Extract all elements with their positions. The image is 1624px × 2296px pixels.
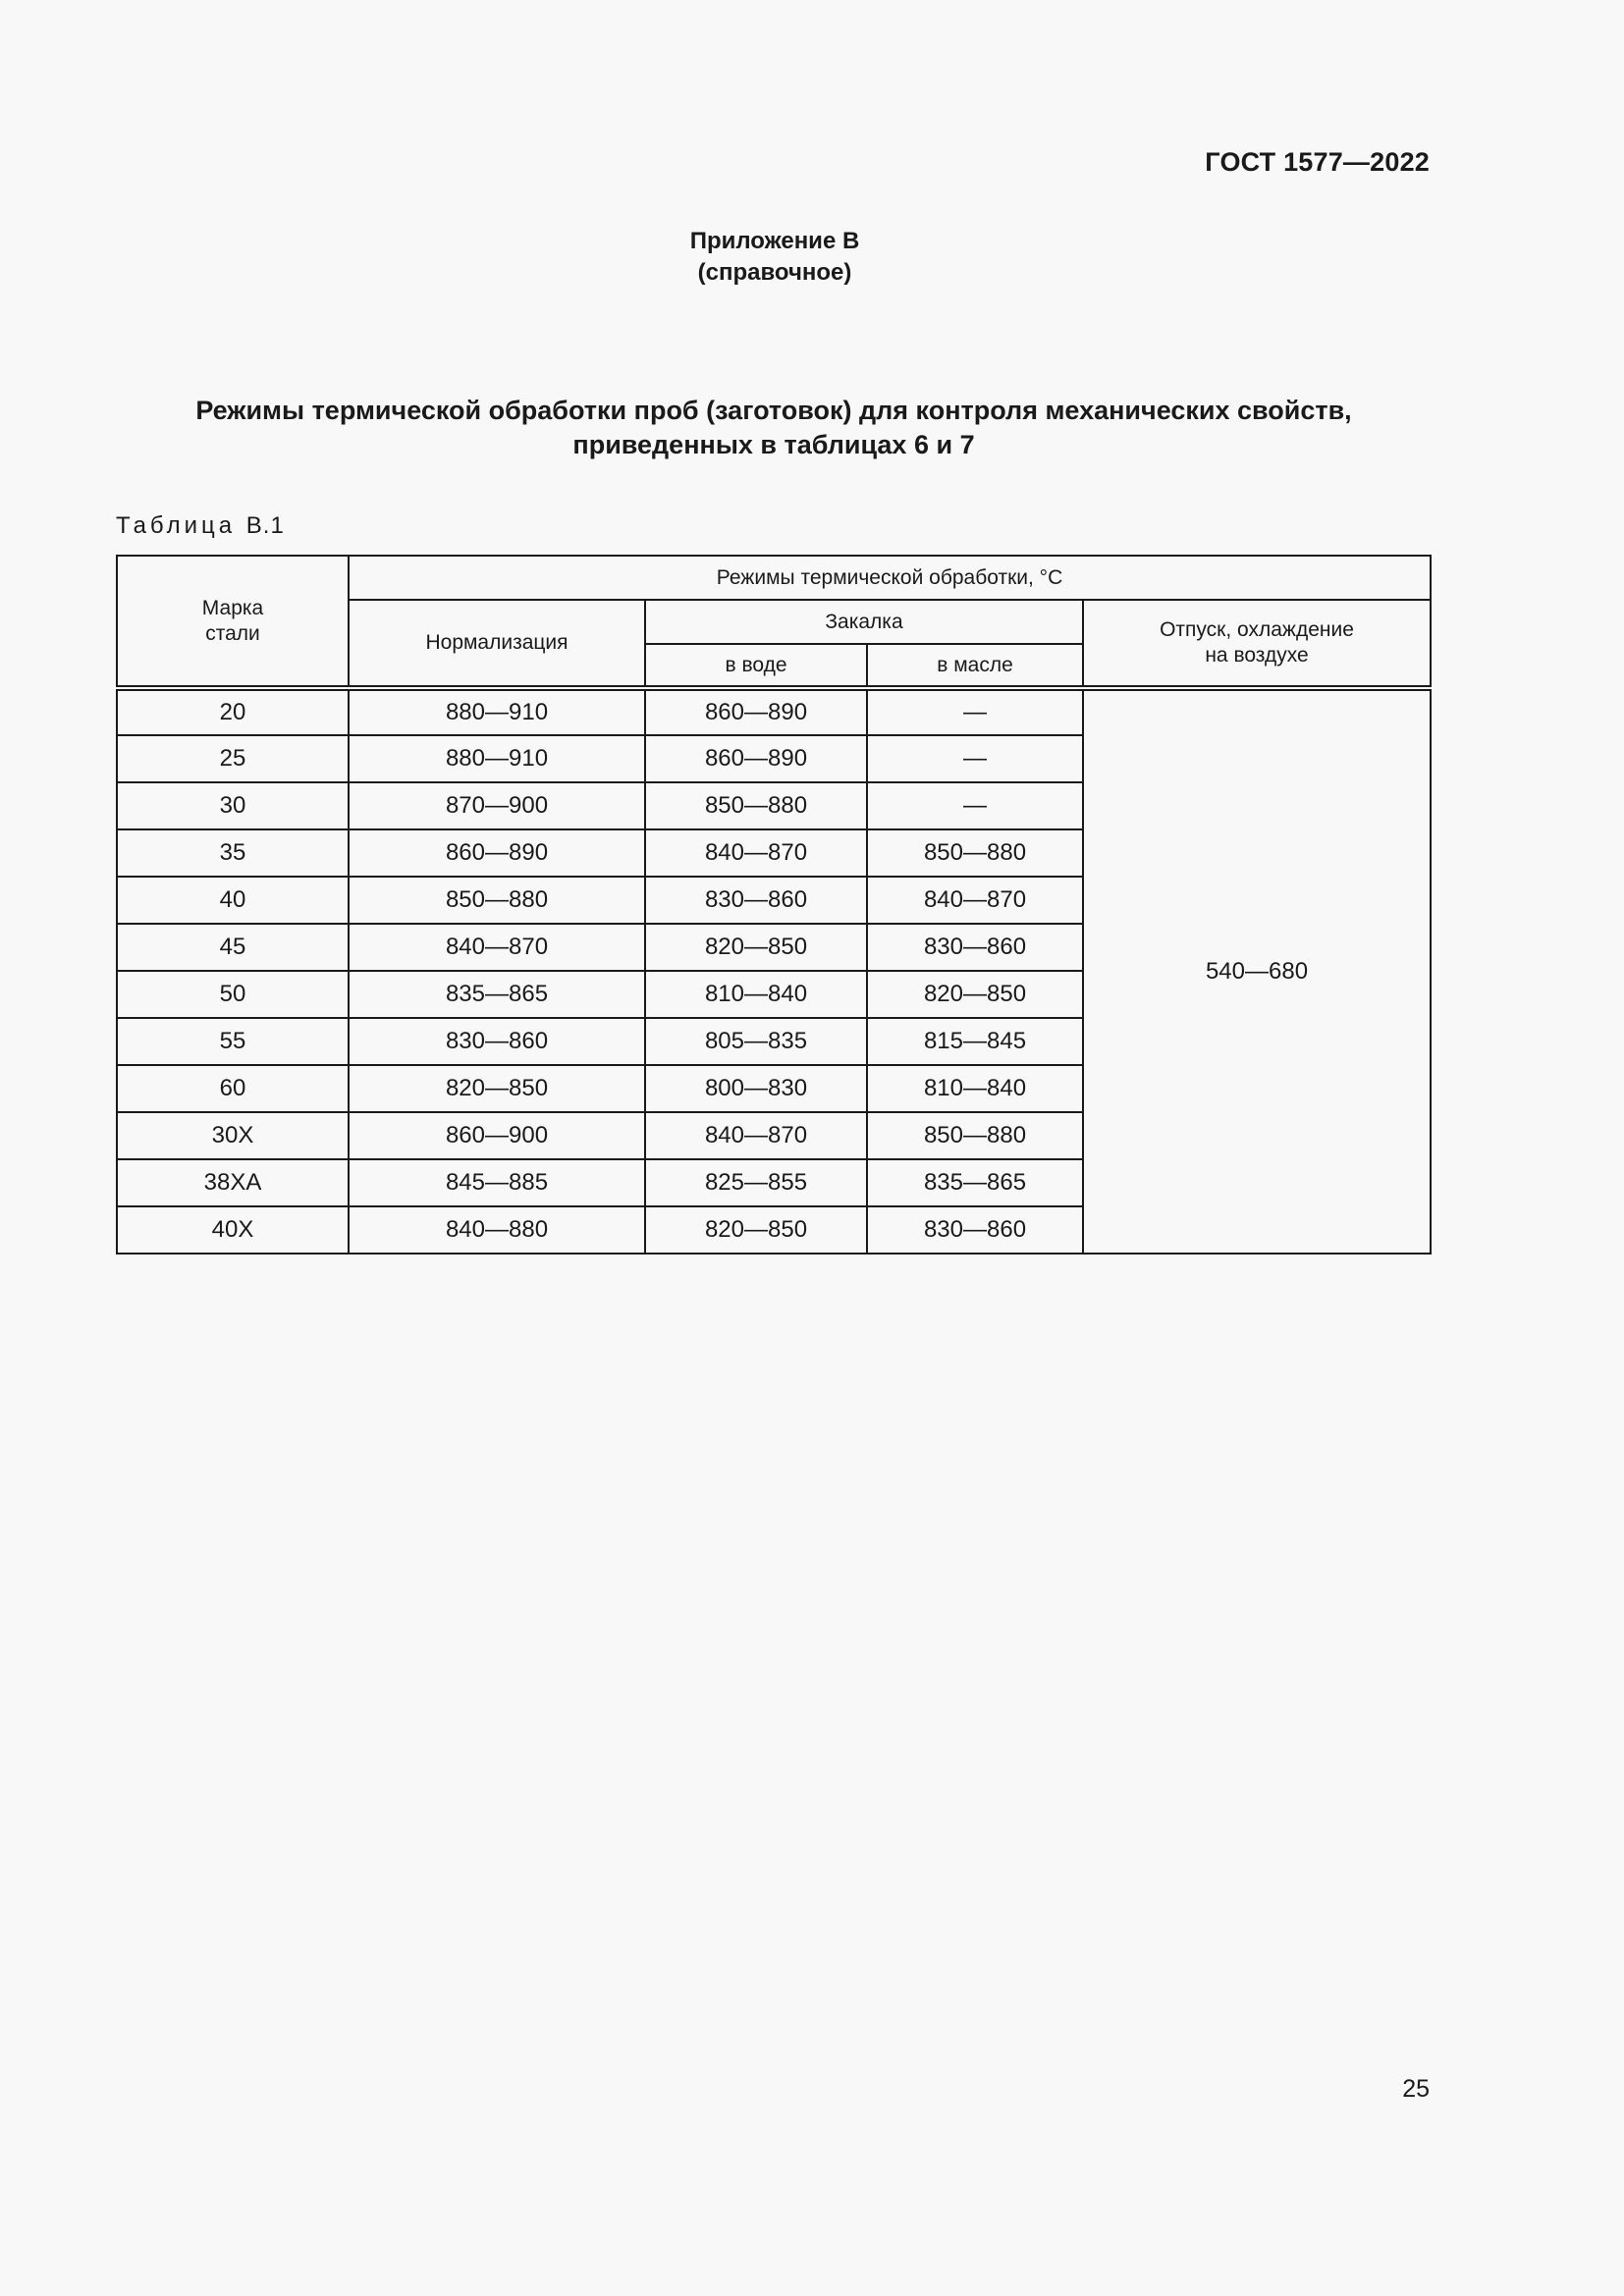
cell-quench-oil: 850—880 (867, 1112, 1083, 1159)
cell-quench-water: 860—890 (645, 688, 867, 735)
cell-grade: 60 (117, 1065, 349, 1112)
cell-grade: 30 (117, 782, 349, 829)
table-label-word: Таблица (116, 512, 237, 539)
table-label (116, 512, 285, 540)
cell-grade: 45 (117, 924, 349, 971)
cell-normalization: 860—890 (349, 829, 645, 877)
cell-grade: 55 (117, 1018, 349, 1065)
heat-treatment-table (116, 555, 1432, 1255)
title-line-1: Режимы термической обработки проб (заготовок) для контроля механических свойств, (195, 396, 1352, 425)
cell-quench-oil: 815—845 (867, 1018, 1083, 1065)
table-row (117, 688, 1431, 735)
cell-grade: 30Х (117, 1112, 349, 1159)
cell-normalization: 840—880 (349, 1206, 645, 1254)
cell-quench-water: 830—860 (645, 877, 867, 924)
cell-grade: 40Х (117, 1206, 349, 1254)
cell-normalization: 835—865 (349, 971, 645, 1018)
cell-quench-water: 820—850 (645, 924, 867, 971)
appendix-title: Приложение В (689, 228, 860, 254)
cell-normalization: 880—910 (349, 735, 645, 782)
cell-grade: 38ХА (117, 1159, 349, 1206)
cell-grade: 25 (117, 735, 349, 782)
cell-quench-oil: 850—880 (867, 829, 1083, 877)
cell-quench-water: 800—830 (645, 1065, 867, 1112)
cell-quench-oil: — (867, 735, 1083, 782)
title-line-2: приведенных в таблицах 6 и 7 (572, 430, 975, 459)
header-tempering: Отпуск, охлаждение на воздухе (1083, 600, 1431, 688)
cell-normalization: 860—900 (349, 1112, 645, 1159)
header-in-water: в воде (645, 644, 867, 688)
cell-grade: 35 (117, 829, 349, 877)
cell-tempering: 540—680 (1083, 688, 1431, 1254)
cell-quench-oil: 840—870 (867, 877, 1083, 924)
cell-normalization: 820—850 (349, 1065, 645, 1112)
cell-quench-oil: — (867, 782, 1083, 829)
appendix-heading (0, 226, 1549, 289)
cell-normalization: 870—900 (349, 782, 645, 829)
cell-quench-oil: — (867, 688, 1083, 735)
page-number: 25 (1402, 2075, 1430, 2103)
table-label-number: В.1 (245, 512, 285, 539)
cell-normalization: 845—885 (349, 1159, 645, 1206)
header-quenching: Закалка (645, 600, 1083, 644)
cell-quench-water: 840—870 (645, 829, 867, 877)
cell-normalization: 880—910 (349, 688, 645, 735)
document-code: ГОСТ 1577—2022 (1205, 147, 1430, 177)
cell-quench-oil: 810—840 (867, 1065, 1083, 1112)
header-in-oil: в масле (867, 644, 1083, 688)
cell-quench-oil: 820—850 (867, 971, 1083, 1018)
cell-grade: 20 (117, 688, 349, 735)
header-treatment-modes: Режимы термической обработки, °С (349, 556, 1431, 600)
page-title (118, 394, 1430, 462)
cell-quench-oil: 835—865 (867, 1159, 1083, 1206)
cell-quench-water: 825—855 (645, 1159, 867, 1206)
cell-quench-water: 840—870 (645, 1112, 867, 1159)
cell-quench-water: 805—835 (645, 1018, 867, 1065)
header-steel-grade: Марка стали (117, 556, 349, 688)
cell-quench-water: 810—840 (645, 971, 867, 1018)
cell-grade: 40 (117, 877, 349, 924)
cell-quench-oil: 830—860 (867, 924, 1083, 971)
cell-quench-water: 860—890 (645, 735, 867, 782)
cell-quench-oil: 830—860 (867, 1206, 1083, 1254)
cell-grade: 50 (117, 971, 349, 1018)
cell-quench-water: 850—880 (645, 782, 867, 829)
cell-normalization: 840—870 (349, 924, 645, 971)
table-body (117, 688, 1431, 1254)
header-normalization: Нормализация (349, 600, 645, 688)
cell-normalization: 850—880 (349, 877, 645, 924)
cell-normalization: 830—860 (349, 1018, 645, 1065)
appendix-subtitle: (справочное) (697, 259, 852, 286)
cell-quench-water: 820—850 (645, 1206, 867, 1254)
